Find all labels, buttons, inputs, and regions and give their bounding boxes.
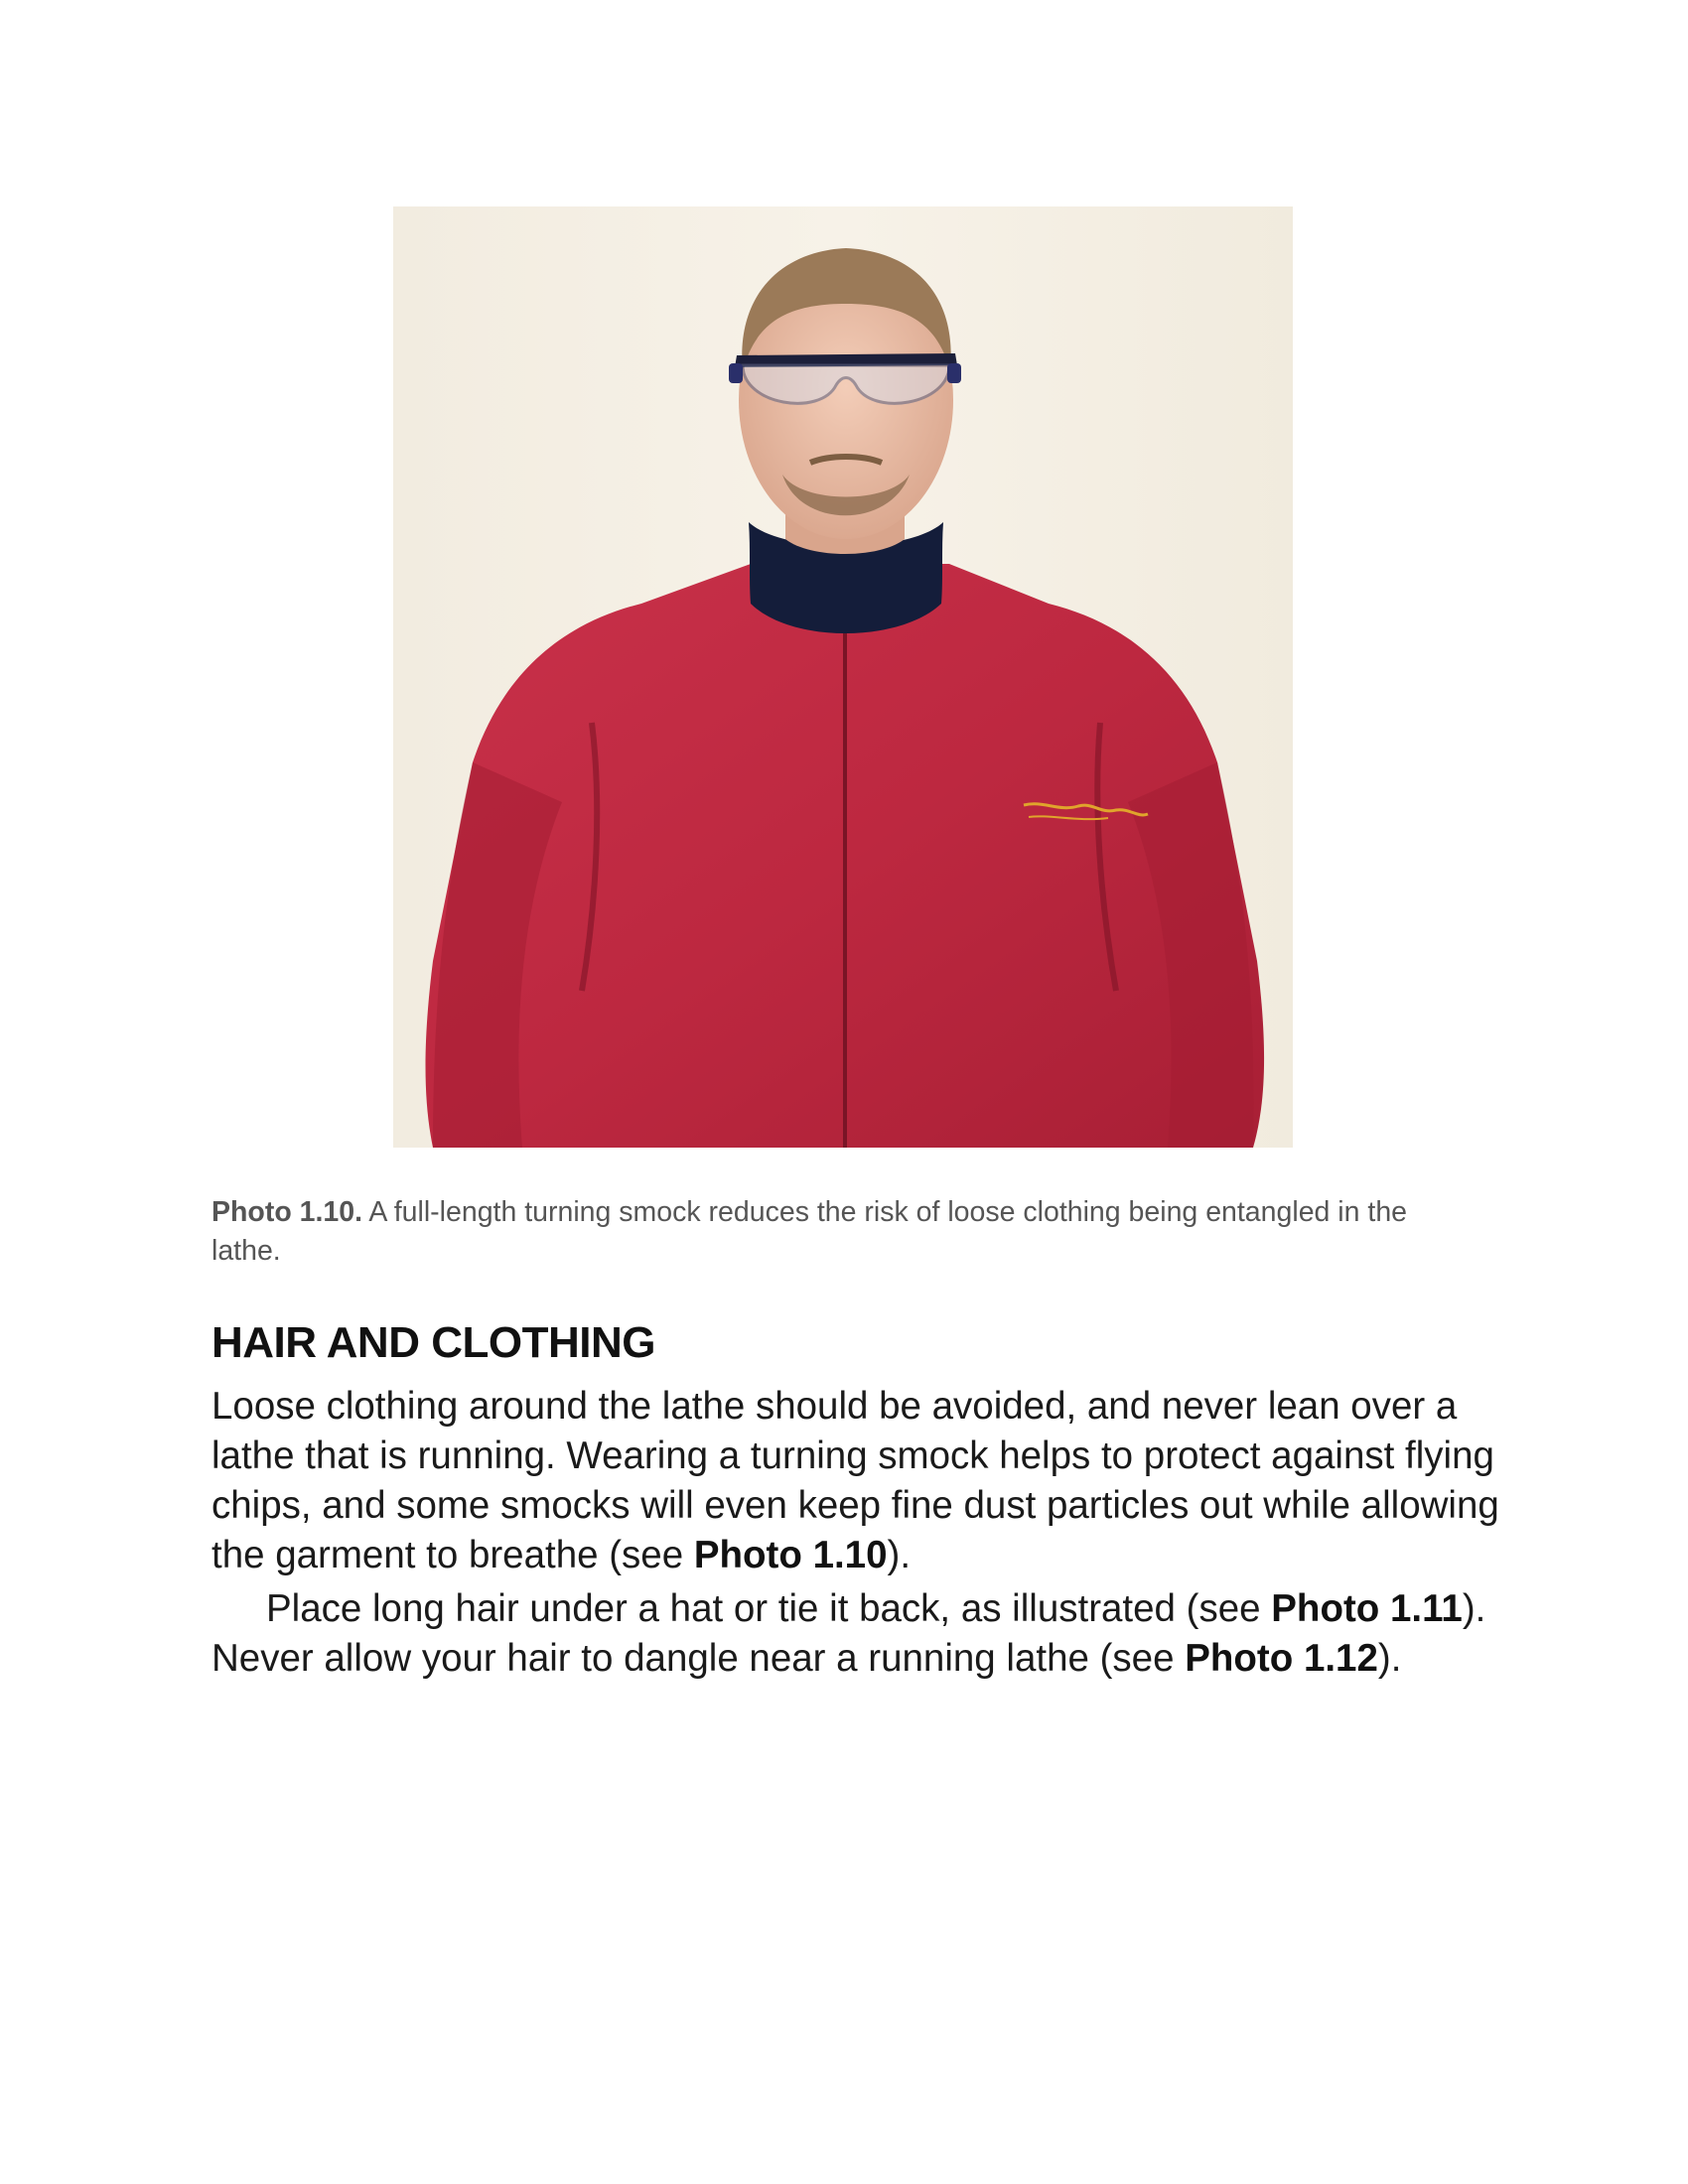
section-heading: HAIR AND CLOTHING: [211, 1318, 655, 1367]
paragraph-2-text-a: Place long hair under a hat or tie it back, as illustrated (see: [266, 1587, 1272, 1630]
paragraph-1-text: Loose clothing around the lathe should be avoided, and never lean over a lathe that is running. Wearing a turning smock helps to protect against flying chips, and some smocks will even keep fine dust particles out while allowing the garment to breathe (see: [211, 1385, 1499, 1576]
paragraph-2-text-b: ). Never allow your hair to dangle near a running lathe (see: [211, 1587, 1486, 1680]
paragraph-2-tail: ).: [1377, 1637, 1402, 1680]
photo-ref-1-11: Photo 1.11: [1271, 1587, 1463, 1630]
photo-caption: [211, 1193, 1482, 1271]
photo-ref-1-12: Photo 1.12: [1185, 1637, 1378, 1680]
paragraph-2: [211, 1584, 1502, 1684]
photo-ref-1-10: Photo 1.10: [693, 1534, 888, 1576]
paragraph-1-tail: ).: [887, 1534, 912, 1576]
caption-text: A full-length turning smock reduces the risk of loose clothing being entangled in the lathe.: [211, 1196, 1408, 1267]
caption-label: Photo 1.10.: [211, 1196, 363, 1228]
section-body: [211, 1382, 1502, 1684]
figure-photo: [393, 206, 1293, 1148]
paragraph-1: [211, 1382, 1502, 1580]
